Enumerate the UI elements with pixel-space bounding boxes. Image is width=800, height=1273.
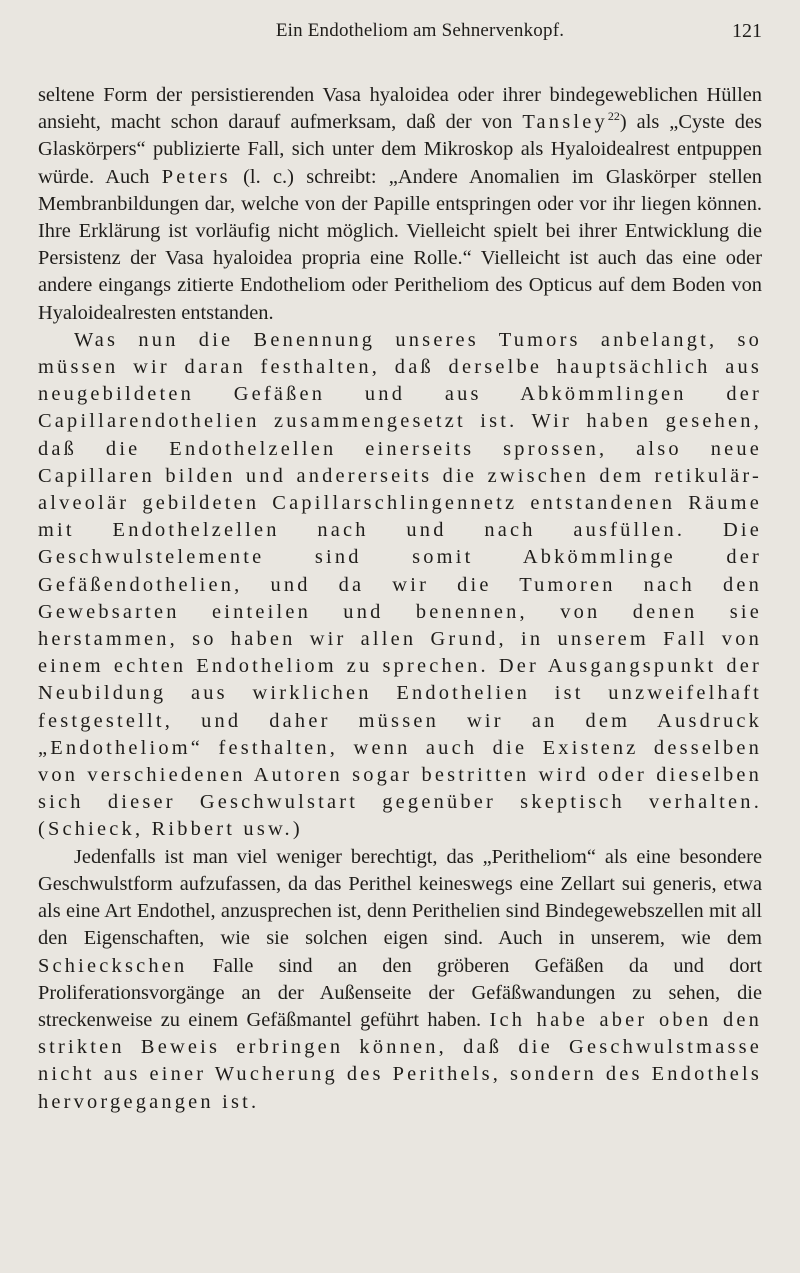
- paragraph-3-part-b: Falle sind an den gröberen Gefäßen da und dort Proliferationsvorgänge an der Außenseite der Gefäßwandungen zu sehen, die streckenweise zu einem Gefäßmantel geführt haben.: [38, 954, 762, 1031]
- paragraph-3-emphasis: Ich habe aber oben den strikten Beweis erbringen können, daß die Geschwulstmasse nicht aus einer Wucherung des Perithels, sondern des Endothels hervorgegangen ist.: [38, 1008, 762, 1113]
- paragraph-1-part-c: (l. c.) schreibt: „Andere Anomalien im Glaskörper stellen Membranbildungen dar, welche von der Papille entspringen oder vor ihr liegen können. Ihre Erklärung ist vorläufig nicht möglich. Vielleicht spielt bei ihrer Entwicklung die Persistenz der Vasa hyaloidea propria eine Rolle.“ Vielleicht ist auch das eine oder andere eingangs zitierte Endotheliom oder Peritheliom des Opticus auf dem Boden von Hyaloidealresten entstanden.: [38, 165, 762, 324]
- running-head: [38, 18, 762, 54]
- reference-marker: 22: [607, 109, 620, 124]
- paragraph-2-part-b: usw.): [235, 818, 303, 841]
- paragraph-1-part-b: ) als „Cyste des Glaskörpers“ publizierte Fall, sich unter dem Mikroskop als Hyaloidealrest entpuppen würde. Auch: [38, 111, 762, 188]
- paragraph-1-part-a: seltene Form der persistierenden Vasa hyaloidea oder ihrer bindegeweblichen Hüllen ansieht, macht schon darauf aufmerksam, daß der von: [38, 84, 762, 134]
- author-name-peters: Peters: [161, 165, 231, 188]
- author-name-ribbert: Ribbert: [151, 818, 236, 841]
- paragraph-3: [38, 844, 762, 1116]
- paragraph-2: [38, 327, 762, 844]
- running-title: Ein Endotheliom am Sehnervenkopf.: [275, 20, 565, 41]
- paragraph-1: [38, 82, 762, 327]
- author-separator: ,: [134, 818, 152, 841]
- page-number: 121: [732, 20, 762, 42]
- author-name-schieckschen: Schieckschen: [38, 954, 188, 977]
- author-name-tansley: Tansley: [522, 111, 608, 134]
- author-name-schieck: Schieck: [48, 818, 135, 841]
- body-text: [38, 82, 762, 1116]
- paragraph-3-part-a: Jedenfalls ist man viel weniger berechtigt, das „Peritheliom“ als eine besondere Geschwulstform aufzufassen, da das Perithel keineswegs eine Zellart sui generis, etwa als eine Art Endothel, anzusprechen ist, denn Perithelien sind Bindegewebszellen mit all den Eigenschaften, wie sie solchen eigen sind. Auch in unserem, wie dem: [38, 845, 762, 950]
- paragraph-2-part-a: Was nun die Benennung unseres Tumors anbelangt, so müssen wir daran festhalten, daß derselbe hauptsächlich aus neugebildeten Gefäßen und aus Abkömmlingen der Capillarendothelien zusammengesetzt ist. Wir haben gesehen, daß die Endothelzellen einerseits sprossen, also neue Capillaren bilden und andererseits die zwischen dem retikulär-alveolär gebildeten Capillarschlingennetz entstandenen Räume mit Endothelzellen nach und nach ausfüllen. Die Geschwulstelemente sind somit Abkömmlinge der Gefäßendothelien, und da wir die Tumoren nach den Gewebsarten einteilen und benennen, von denen sie herstammen, so haben wir allen Grund, in unserem Fall von einem echten Endotheliom zu sprechen. Der Ausgangspunkt der Neubildung aus wirklichen Endothelien ist unzweifelhaft festgestellt, und daher müssen wir an dem Ausdruck „Endotheliom“ festhalten, wenn auch die Existenz desselben von verschiedenen Autoren sogar bestritten wird oder dieselben sich dieser Geschwulstart gegenüber skeptisch verhalten. (: [38, 328, 762, 841]
